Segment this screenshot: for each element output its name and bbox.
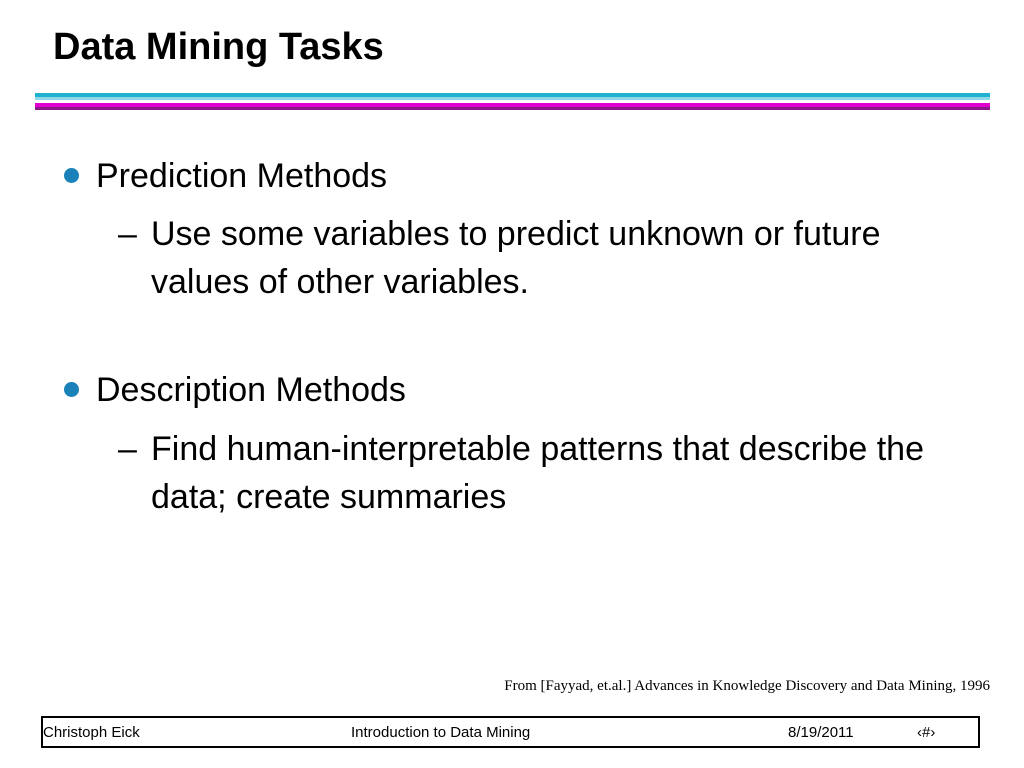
footer-page-number: ‹#› xyxy=(917,724,936,741)
title-rule-purple xyxy=(35,107,990,110)
bullet-text: Prediction Methods xyxy=(96,157,388,195)
bullet-dot-icon xyxy=(64,382,79,397)
bullet-prediction-methods xyxy=(64,153,387,199)
bullet-description-methods xyxy=(64,367,406,413)
sub-bullet-prediction xyxy=(118,210,931,306)
bullet-dot-icon xyxy=(64,168,79,183)
source-citation: From [Fayyad, et.al.] Advances in Knowledge Discovery and Data Mining, 1996 xyxy=(504,678,990,694)
footer-date: 8/19/2011 xyxy=(788,724,854,741)
slide-footer xyxy=(41,716,980,748)
sub-bullet-text: Find human-interpretable patterns that describe the data; create summaries xyxy=(151,430,925,516)
sub-bullet-text: Use some variables to predict unknown or future values of other variables. xyxy=(151,215,881,301)
footer-course-title: Introduction to Data Mining xyxy=(351,724,531,741)
slide-title: Data Mining Tasks xyxy=(53,26,384,68)
bullet-text: Description Methods xyxy=(96,371,406,409)
footer-author: Christoph Eick xyxy=(43,724,140,741)
dash-icon: – xyxy=(118,215,137,253)
dash-icon: – xyxy=(118,430,137,468)
sub-bullet-description xyxy=(118,425,931,521)
